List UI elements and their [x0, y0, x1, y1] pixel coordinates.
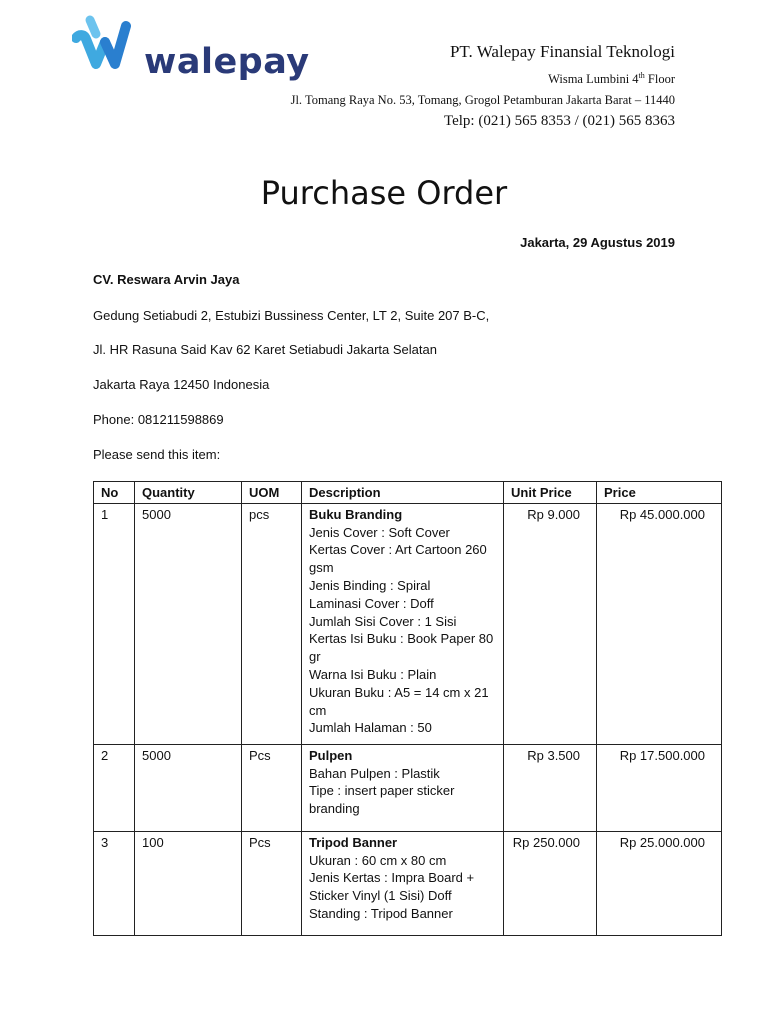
- item-detail-line: Ukuran : 60 cm x 80 cm: [309, 852, 447, 868]
- item-detail-line: Bahan Pulpen : Plastik: [309, 765, 440, 781]
- table-row: [94, 503, 722, 744]
- cell-no: 3: [94, 831, 135, 935]
- cell-quantity: 5000: [135, 503, 242, 744]
- item-detail-line: Kertas Cover : Art Cartoon 260 gsm: [309, 542, 487, 576]
- document-date: Jakarta, 29 Agustus 2019: [520, 235, 675, 250]
- item-title: Buku Branding: [309, 506, 403, 522]
- cell-description: [302, 831, 504, 935]
- recipient-name: CV. Reswara Arvin Jaya: [93, 272, 240, 287]
- cell-unit-price: Rp 250.000: [504, 831, 597, 935]
- intro-text: Please send this item:: [93, 447, 221, 462]
- company-name: PT. Walepay Finansial Teknologi: [449, 42, 675, 61]
- cell-no: 2: [94, 744, 135, 831]
- item-details: [309, 852, 496, 923]
- item-detail-line: Jenis Kertas : Impra Board + Sticker Vinyl (1 Sisi) Doff: [309, 870, 475, 904]
- recipient-address-line-1: Gedung Setiabudi 2, Estubizi Bussiness Center, LT 2, Suite 207 B-C,: [93, 308, 490, 323]
- cell-price: Rp 45.000.000: [597, 503, 722, 744]
- table-header-row: [94, 482, 722, 504]
- document-title: Purchase Order: [260, 174, 508, 212]
- cell-uom: Pcs: [242, 744, 302, 831]
- company-phone: Telp: (021) 565 8353 / (021) 565 8363: [443, 113, 675, 129]
- column-header-description: Description: [302, 482, 504, 504]
- cell-price: Rp 17.500.000: [597, 744, 722, 831]
- item-detail-line: Jumlah Sisi Cover : 1 Sisi: [309, 613, 457, 629]
- recipient-address-line-3: Jakarta Raya 12450 Indonesia: [93, 377, 270, 392]
- cell-no: 1: [94, 503, 135, 744]
- item-title: Pulpen: [309, 747, 353, 763]
- column-header-uom: UOM: [242, 482, 302, 504]
- cell-unit-price: Rp 9.000: [504, 503, 597, 744]
- item-detail-line: Tipe : insert paper sticker branding: [309, 783, 455, 817]
- item-detail-line: Laminasi Cover : Doff: [309, 595, 434, 611]
- cell-unit-price: Rp 3.500: [504, 744, 597, 831]
- walepay-logo: [72, 12, 310, 82]
- item-detail-line: Jenis Cover : Soft Cover: [309, 524, 450, 540]
- building-floor: Floor: [644, 72, 675, 87]
- cell-price: Rp 25.000.000: [597, 831, 722, 935]
- company-building: [548, 71, 675, 87]
- item-title: Tripod Banner: [309, 834, 398, 850]
- logo-wordmark: walepay: [144, 42, 310, 82]
- column-header-no: No: [94, 482, 135, 504]
- recipient-phone: Phone: 081211598869: [93, 412, 224, 427]
- table-row: [94, 831, 722, 935]
- cell-uom: Pcs: [242, 831, 302, 935]
- recipient-address-line-2: Jl. HR Rasuna Said Kav 62 Karet Setiabudi Jakarta Selatan: [93, 342, 437, 357]
- cell-description: [302, 744, 504, 831]
- cell-quantity: 100: [135, 831, 242, 935]
- building-name: Wisma Lumbini 4: [548, 72, 639, 87]
- cell-description: [302, 503, 504, 744]
- company-address: Jl. Tomang Raya No. 53, Tomang, Grogol Petamburan Jakarta Barat – 11440: [290, 93, 675, 107]
- item-detail-line: Jumlah Halaman : 50: [309, 720, 432, 736]
- column-header-unit-price: Unit Price: [504, 482, 597, 504]
- item-detail-line: Jenis Binding : Spiral: [309, 577, 431, 593]
- item-detail-line: Warna Isi Buku : Plain: [309, 666, 437, 682]
- item-detail-line: Ukuran Buku : A5 = 14 cm x 21 cm: [309, 684, 489, 718]
- column-header-price: Price: [597, 482, 722, 504]
- item-details: [309, 765, 496, 818]
- walepay-w-mark-icon: [72, 12, 142, 82]
- cell-quantity: 5000: [135, 744, 242, 831]
- building-floor-ordinal: th: [638, 71, 645, 80]
- item-detail-line: Kertas Isi Buku : Book Paper 80 gr: [309, 631, 494, 665]
- table-row: [94, 744, 722, 831]
- items-table: [93, 481, 722, 936]
- cell-uom: pcs: [242, 503, 302, 744]
- item-details: [309, 524, 496, 738]
- column-header-quantity: Quantity: [135, 482, 242, 504]
- item-detail-line: Standing : Tripod Banner: [309, 905, 453, 921]
